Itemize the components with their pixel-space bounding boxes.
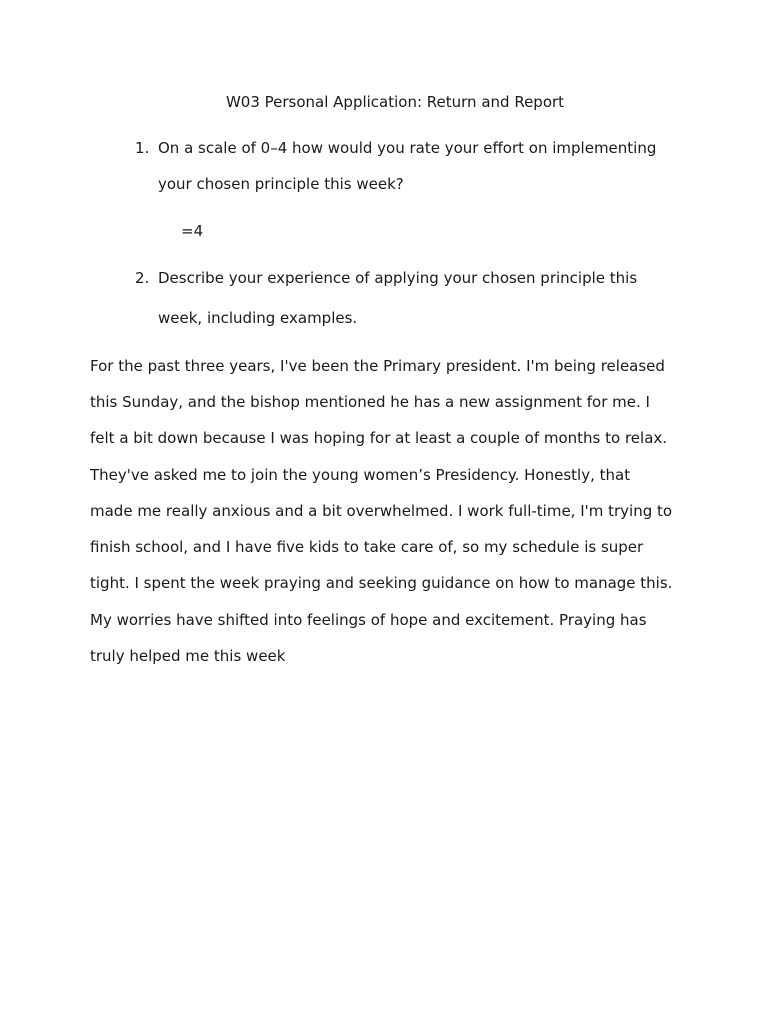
question-2-line-1: Describe your experience of applying your chosen principle this bbox=[158, 269, 638, 287]
response-line: felt a bit down because I was hoping for at least a couple of months to relax. bbox=[90, 429, 668, 447]
response-line: truly helped me this week bbox=[90, 647, 286, 665]
response-line: made me really anxious and a bit overwhelmed. I work full-time, I'm trying to bbox=[90, 502, 673, 520]
question-1-answer: =4 bbox=[181, 222, 204, 240]
question-1-line-2: your chosen principle this week? bbox=[158, 175, 404, 193]
response-line: this Sunday, and the bishop mentioned he has a new assignment for me. I bbox=[90, 393, 650, 411]
question-2-line-2: week, including examples. bbox=[158, 309, 358, 327]
response-line: finish school, and I have five kids to take care of, so my schedule is super bbox=[90, 538, 644, 556]
response-line: My worries have shifted into feelings of hope and excitement. Praying has bbox=[90, 611, 647, 629]
response-line: tight. I spent the week praying and seeking guidance on how to manage this. bbox=[90, 574, 673, 592]
question-2-number: 2. bbox=[135, 269, 150, 287]
response-line: For the past three years, I've been the Primary president. I'm being released bbox=[90, 357, 665, 375]
response-line: They've asked me to join the young women’s Presidency. Honestly, that bbox=[90, 466, 631, 484]
document-title: W03 Personal Application: Return and Report bbox=[225, 93, 565, 111]
question-1-number: 1. bbox=[135, 139, 150, 157]
question-1-line-1: On a scale of 0–4 how would you rate your effort on implementing bbox=[158, 139, 657, 157]
